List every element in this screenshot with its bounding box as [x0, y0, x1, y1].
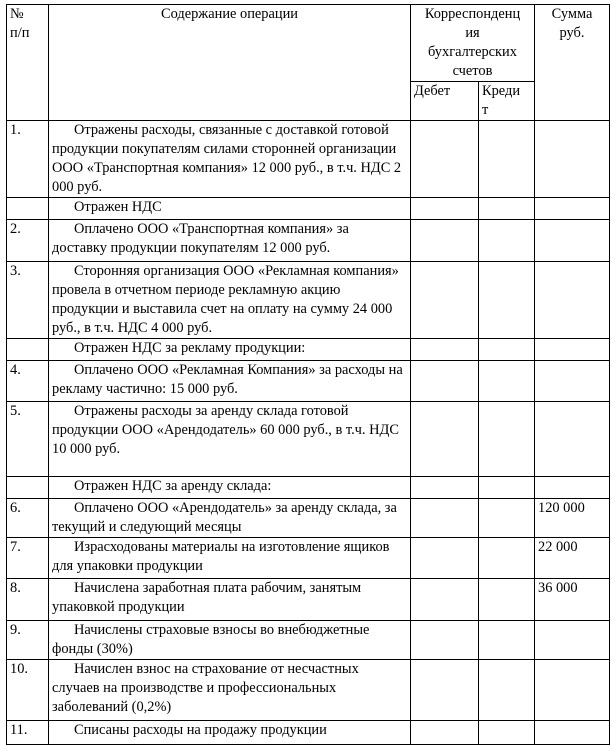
row-text: Оплачено ООО «Рекламная Компания» за расходы на рекламу частично: 15 000 руб.: [49, 361, 411, 402]
row-num: 1.: [7, 121, 49, 198]
row-num: 2.: [7, 220, 49, 262]
row-num: 6.: [7, 499, 49, 538]
row-sum: [535, 121, 610, 198]
header-credit: Креди т: [479, 82, 535, 121]
table-row: [7, 198, 610, 220]
row-num: 10.: [7, 660, 49, 721]
row-text: Отражены расходы за аренду склада готовой продукции ООО «Арендодатель» 60 000 руб., в т.ч. НДС 10 000 руб.: [49, 402, 411, 477]
row-debit: [411, 198, 479, 220]
row-debit: [411, 499, 479, 538]
row-text: Израсходованы материалы на изготовление ящиков для упаковки продукции: [49, 538, 411, 579]
row-credit: [479, 402, 535, 477]
row-debit: [411, 621, 479, 660]
row-sum: [535, 220, 610, 262]
row-credit: [479, 262, 535, 339]
header-sum: Сумма руб.: [535, 5, 610, 121]
row-text: Отражены расходы, связанные с доставкой готовой продукции покупателям силами сторонней организации ООО «Транспортная компания» 12 000 руб., в т.ч. НДС 2 000 руб.: [49, 121, 411, 198]
table-row: [7, 262, 610, 339]
table-row: [7, 721, 610, 745]
row-num: 5.: [7, 402, 49, 477]
row-debit: [411, 402, 479, 477]
table-row: [7, 538, 610, 579]
row-sum: [535, 621, 610, 660]
table-row: [7, 579, 610, 621]
row-sum: [535, 361, 610, 402]
table-row: [7, 477, 610, 499]
row-text: Начислен взнос на страхование от несчастных случаев на производстве и профессиональных заболеваний (0,2%): [49, 660, 411, 721]
row-sum: [535, 721, 610, 745]
row-sum: [535, 339, 610, 361]
row-sum: [535, 198, 610, 220]
row-credit: [479, 721, 535, 745]
row-credit: [479, 477, 535, 499]
row-credit: [479, 198, 535, 220]
row-sum: [535, 477, 610, 499]
row-text: Сторонняя организация ООО «Рекламная компания» провела в отчетном периоде рекламную акцию продукции и выставила счет на оплату на сумму 24 000 руб., в т.ч. НДС 4 000 руб.: [49, 262, 411, 339]
row-credit: [479, 339, 535, 361]
header-correspondence: Корреспонденц ия бухгалтерских счетов: [411, 5, 535, 82]
row-text: Начислена заработная плата рабочим, занятым упаковкой продукции: [49, 579, 411, 621]
row-num: 8.: [7, 579, 49, 621]
row-text: Начислены страховые взносы во внебюджетные фонды (30%): [49, 621, 411, 660]
row-credit: [479, 621, 535, 660]
row-credit: [479, 361, 535, 402]
table-row: [7, 220, 610, 262]
row-num: 4.: [7, 361, 49, 402]
table-row: [7, 121, 610, 198]
row-text: Отражен НДС: [49, 198, 411, 220]
row-debit: [411, 538, 479, 579]
row-sum: [535, 660, 610, 721]
table-row: [7, 402, 610, 477]
row-text: Списаны расходы на продажу продукции: [49, 721, 411, 745]
row-debit: [411, 339, 479, 361]
table-row: [7, 361, 610, 402]
row-debit: [411, 579, 479, 621]
header-content: Содержание операции: [49, 5, 411, 121]
row-num: [7, 339, 49, 361]
row-text: Оплачено ООО «Транспортная компания» за доставку продукции покупателям 12 000 руб.: [49, 220, 411, 262]
row-text: Оплачено ООО «Арендодатель» за аренду склада, за текущий и следующий месяцы: [49, 499, 411, 538]
row-credit: [479, 538, 535, 579]
row-credit: [479, 220, 535, 262]
row-credit: [479, 499, 535, 538]
row-sum: [535, 402, 610, 477]
row-text: Отражен НДС за рекламу продукции:: [49, 339, 411, 361]
header-row: [7, 5, 610, 82]
header-debit: Дебет: [411, 82, 479, 121]
table-row: [7, 660, 610, 721]
row-num: 11.: [7, 721, 49, 745]
row-num: [7, 477, 49, 499]
row-debit: [411, 660, 479, 721]
table-row: [7, 621, 610, 660]
row-debit: [411, 361, 479, 402]
row-credit: [479, 579, 535, 621]
row-text: Отражен НДС за аренду склада:: [49, 477, 411, 499]
row-num: 9.: [7, 621, 49, 660]
table-row: [7, 499, 610, 538]
row-sum: 22 000: [535, 538, 610, 579]
row-debit: [411, 477, 479, 499]
row-debit: [411, 220, 479, 262]
row-credit: [479, 660, 535, 721]
table-row: [7, 339, 610, 361]
row-sum: 36 000: [535, 579, 610, 621]
row-sum: 120 000: [535, 499, 610, 538]
row-num: [7, 198, 49, 220]
row-num: 3.: [7, 262, 49, 339]
operations-table: [6, 4, 610, 745]
row-sum: [535, 262, 610, 339]
row-debit: [411, 262, 479, 339]
row-debit: [411, 721, 479, 745]
header-num: № п/п: [7, 5, 49, 121]
row-num: 7.: [7, 538, 49, 579]
row-debit: [411, 121, 479, 198]
row-credit: [479, 121, 535, 198]
